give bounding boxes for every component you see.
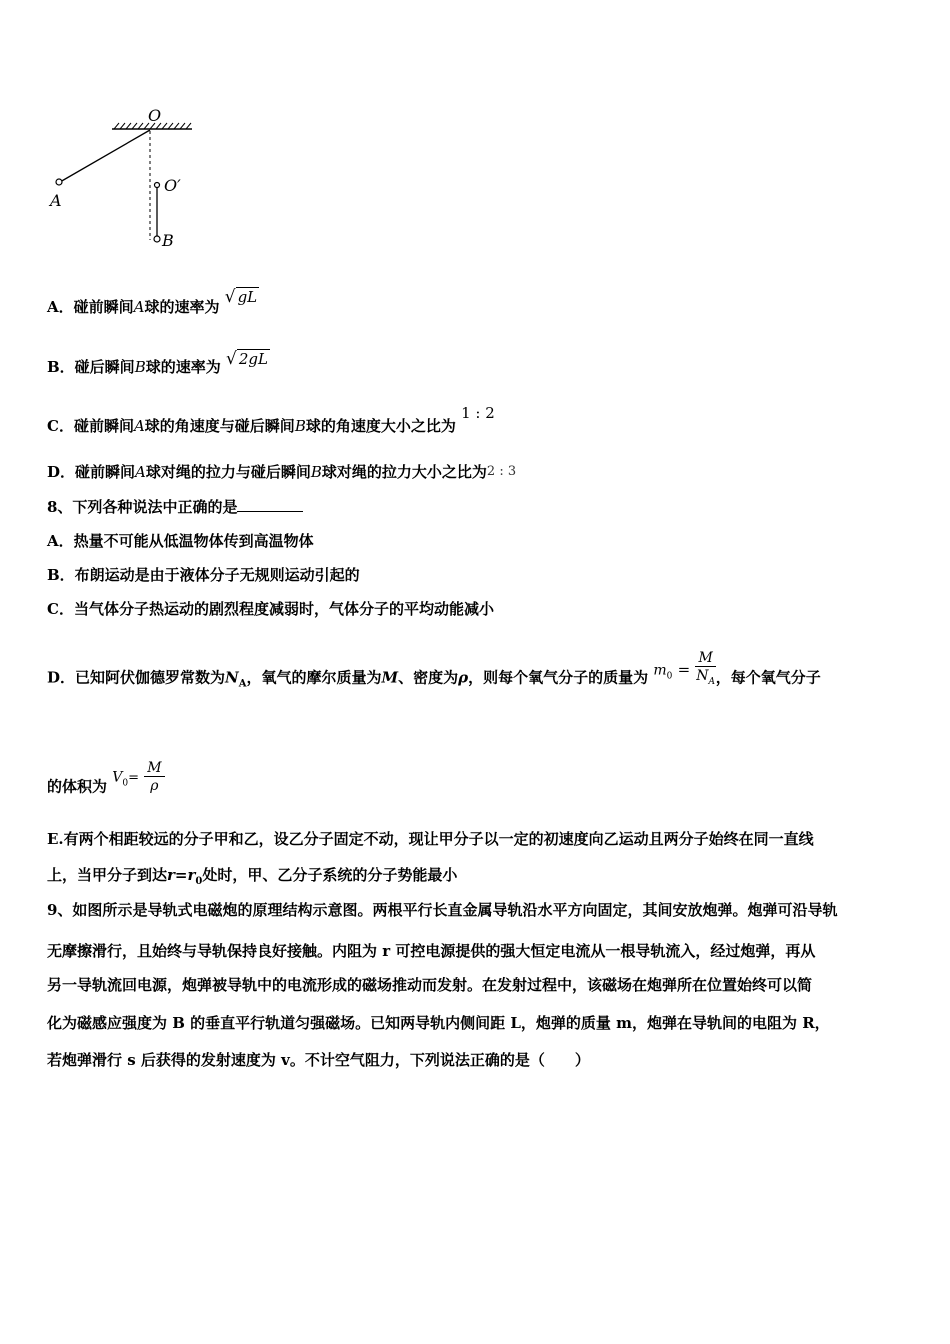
q7-c-text2: 球的角速度与碰后瞬间 <box>144 417 295 435</box>
q8-d-v-num: M <box>144 760 164 777</box>
q9-line5 <box>47 1050 590 1070</box>
q7-d-text: D．碰前瞬间 <box>47 463 136 481</box>
string-OA <box>60 130 150 182</box>
ball-B <box>154 236 160 242</box>
q8-d-m0: m <box>653 662 667 679</box>
q9-line2 <box>47 941 815 961</box>
label-A: A <box>50 191 62 210</box>
q7-option-b <box>47 349 270 377</box>
q9-line1 <box>47 900 837 920</box>
q9-line2-text: 无摩擦滑行，且始终与导轨保持良好接触。内阻为 r 可控电源提供的强大恒定电流从一根导轨流入，经过炮弹，再从 <box>47 942 816 960</box>
q8-d-part1: D．已知阿伏伽德罗常数为 <box>47 668 226 687</box>
q7-b-var: B <box>134 358 146 376</box>
q8-d-part5: ，每个氧气分子 <box>715 668 821 687</box>
q9-line1-text: 9、如图所示是导轨式电磁炮的原理结构示意图。两根平行长直金属导轨沿水平方向固定，其间安放炮弹。炮弹可沿导轨 <box>47 901 838 919</box>
q7-a-text2: 球的速率为 <box>144 298 220 316</box>
q8-d-rho: ρ <box>458 668 469 687</box>
peg-O-prime <box>155 183 160 188</box>
q7-option-c <box>47 404 495 436</box>
q8-d-eq: = <box>677 660 691 679</box>
q7-b-formula: √ 2gL <box>225 349 268 369</box>
q8-d-v0-sub: 0 <box>122 778 129 789</box>
q8-d-frac-den <box>695 667 715 691</box>
label-O: O <box>148 106 162 125</box>
q8-d-cont-text: 的体积为 <box>47 777 108 796</box>
q8-stem <box>47 497 303 517</box>
q8-d-m: M <box>381 668 399 687</box>
q8-d-volume-formula: $V_0=$ $\frac{M}{\rho}$ <box>112 760 164 795</box>
q9-line4-text: 化为磁感应强度为 B 的垂直平行轨道匀强磁场。已知两导轨内侧间距 L，炮弹的质量 m，炮弹在导轨间的电阻为 R， <box>47 1014 830 1032</box>
q8-option-e-line1 <box>47 829 814 849</box>
q7-a-formula: √ gL <box>224 287 258 307</box>
q7-a-text: A．碰前瞬间 <box>47 298 134 316</box>
q7-c-var: A <box>133 417 145 435</box>
q7-d-ratio: 2 : 3 <box>486 464 517 479</box>
q7-c-var2: B <box>294 417 306 435</box>
q8-e-r-sub: 0 <box>195 876 203 887</box>
q7-c-ratio: 1 : 2 <box>461 404 495 422</box>
q8-d-part2: ，氧气的摩尔质量为 <box>246 668 382 687</box>
q8-d-volume-fraction <box>144 760 164 795</box>
q7-option-d <box>47 462 516 484</box>
q8-option-d-cont <box>47 760 165 805</box>
q8-d-frac-num: M <box>695 650 715 667</box>
q9-line3-text: 另一导轨流回电源，炮弹被导轨中的电流形成的磁场推动而发射。在发射过程中，该磁场在炮弹所在位置始终可以简 <box>47 976 813 994</box>
q7-d-var2: B <box>310 463 322 481</box>
q7-d-var: A <box>135 463 146 481</box>
q8-option-a <box>47 531 314 551</box>
q8-d-mass-fraction <box>695 650 715 691</box>
q8-d-v0: V <box>112 769 123 786</box>
q8-d-v-den: ρ <box>150 778 159 794</box>
q8-option-c <box>47 599 494 619</box>
q8-answer-blank <box>237 497 303 512</box>
q8-a-text: A．热量不可能从低温物体传到高温物体 <box>47 532 314 550</box>
ball-A <box>56 179 62 185</box>
q8-b-text: B．布朗运动是由于液体分子无规则运动引起的 <box>47 566 360 584</box>
q7-a-var: A <box>133 298 145 316</box>
q8-d-part3: 、密度为 <box>398 668 459 687</box>
q7-c-text3: 球的角速度大小之比为 <box>305 417 456 435</box>
q8-option-b <box>47 565 360 585</box>
q8-e-r: r=r <box>167 866 196 884</box>
q8-d-part4: ，则每个氧气分子的质量为 <box>468 668 649 687</box>
q7-c-text: C．碰前瞬间 <box>47 417 134 435</box>
q8-e-line1-text: E.有两个相距较远的分子甲和乙，设乙分子固定不动，现让甲分子以一定的初速度向乙运动且两分子始终在同一直线 <box>47 830 814 848</box>
q8-c-text: C．当气体分子热运动的剧烈程度减弱时，气体分子的平均动能减小 <box>47 600 494 618</box>
q8-d-frac-den-sub: A <box>708 676 715 687</box>
q7-b-text: B．碰后瞬间 <box>47 358 135 376</box>
label-B: B <box>162 231 174 250</box>
pendulum-diagram <box>40 100 210 260</box>
q8-d-na: N <box>225 668 239 687</box>
q9-line5-text: 若炮弹滑行 s 后获得的发射速度为 v。不计空气阻力，下列说法正确的是（ ） <box>47 1051 590 1069</box>
q8-option-d <box>47 650 821 699</box>
q9-line4 <box>47 1013 830 1033</box>
q8-d-na-sub: A <box>238 678 247 690</box>
q7-d-text3: 球对绳的拉力大小之比为 <box>321 463 487 481</box>
q9-line3 <box>47 975 812 995</box>
q8-d-m0-sub: 0 <box>666 671 673 682</box>
q7-d-text2: 球对绳的拉力与碰后瞬间 <box>145 463 311 481</box>
q7-b-text2: 球的速率为 <box>145 358 221 376</box>
q7-option-a <box>47 287 259 317</box>
q8-d-mass-formula <box>653 650 715 691</box>
q8-stem-text: 8、下列各种说法中正确的是 <box>47 498 238 516</box>
label-O-prime: O′ <box>164 176 181 195</box>
q8-option-e-line2 <box>47 865 457 892</box>
q8-d-frac-den-n: N <box>696 668 709 684</box>
q8-e-line2-a: 上，当甲分子到达 <box>47 866 168 884</box>
q8-e-line2-b: 处时，甲、乙分子系统的分子势能最小 <box>202 866 458 884</box>
